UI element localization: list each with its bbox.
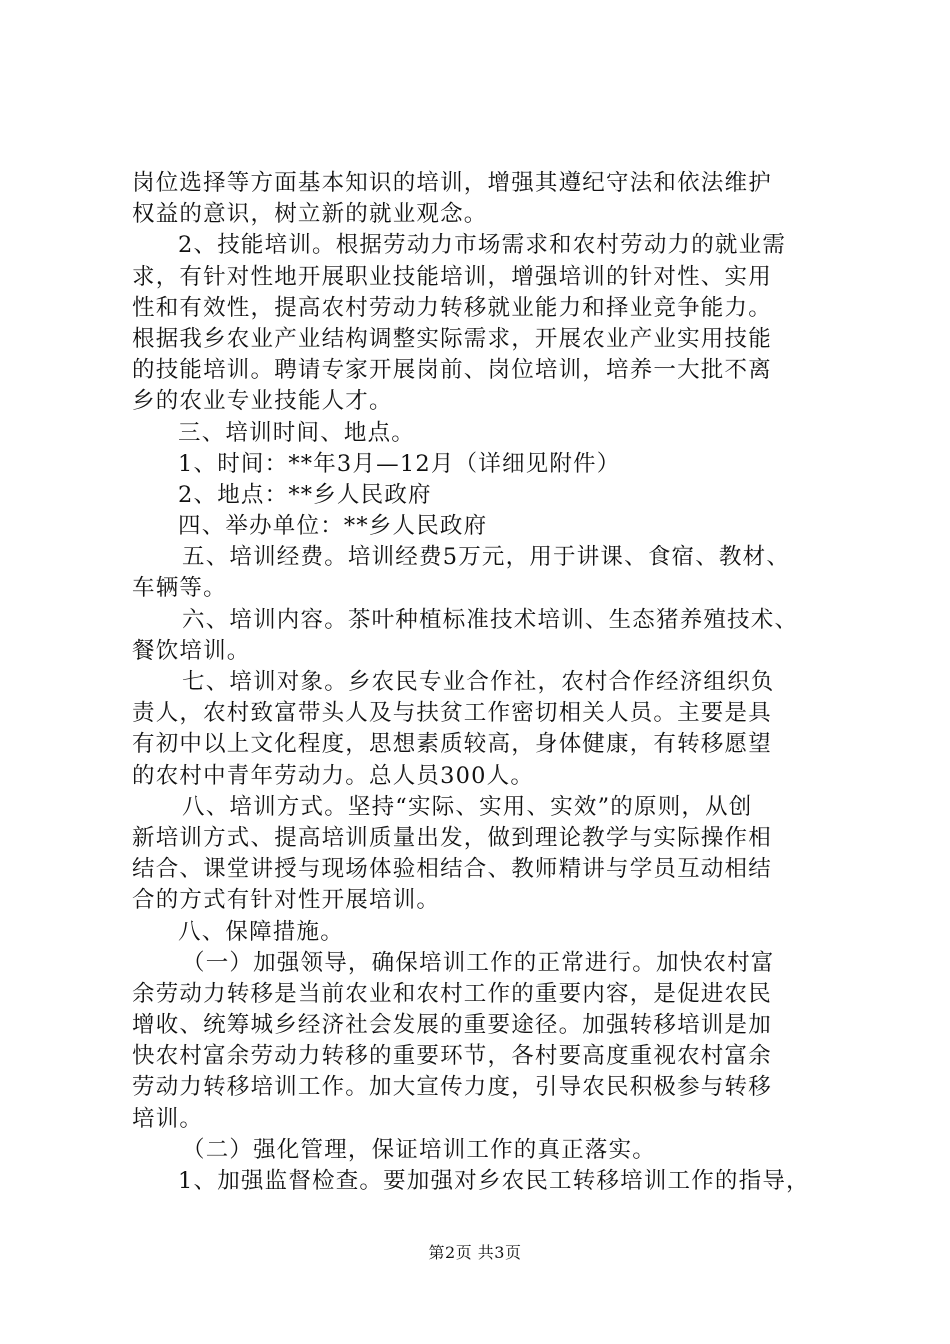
text-line: 权益的意识，树立新的就业观念。 [132,201,488,228]
text-line: 增收、统筹城乡经济社会发展的重要途径。加强转移培训是加 [132,1012,772,1039]
text-line: 劳动力转移培训工作。加大宣传力度，引导农民积极参与转移 [132,1074,772,1101]
text-line: 责人，农村致富带头人及与扶贫工作密切相关人员。主要是具 [132,700,772,727]
text-line: 快农村富余劳动力转移的重要环节，各村要高度重视农村富余 [132,1043,772,1070]
text-line: 六、培训内容。茶叶种植标准技术培训、生态猪养殖技术、 [182,606,799,633]
page-footer: 第2页 共3页 [428,1243,522,1262]
text-line: 的技能培训。聘请专家开展岗前、岗位培训，培养一大批不离 [132,357,772,384]
text-line: 的农村中青年劳动力。总人员300人。 [132,762,535,789]
text-line: 根据我乡农业产业结构调整实际需求，开展农业产业实用技能 [132,325,772,352]
text-line: （一）加强领导，确保培训工作的正常进行。加快农村富 [182,949,775,976]
text-line: 1、加强监督检查。要加强对乡农民工转移培训工作的指导， [178,1168,810,1194]
text-line: 岗位选择等方面基本知识的培训，增强其遵纪守法和依法维护 [132,170,772,196]
text-line: 2、地点：**乡人民政府 [178,481,432,508]
text-line: 合的方式有针对性开展培训。 [132,887,441,914]
text-line: 求，有针对性地开展职业技能培训，增强培训的针对性、实用 [132,263,772,290]
text-line: 性和有效性，提高农村劳动力转移就业能力和择业竞争能力。 [132,294,772,321]
text-line: 七、培训对象。乡农民专业合作社，农村合作经济组织负 [182,669,775,695]
text-line: 乡的农业专业技能人才。 [132,388,393,415]
section-heading: 三、培训时间、地点。 [178,419,416,446]
document-body [132,168,832,1197]
text-line: 2、技能培训。根据劳动力市场需求和农村劳动力的就业需 [178,232,787,259]
text-line: 八、培训方式。坚持“实际、实用、实效”的原则，从创 [182,793,753,820]
text-line: 新培训方式、提高培训质量出发，做到理论教学与实际操作相 [132,824,772,851]
text-line: 余劳动力转移是当前农业和农村工作的重要内容，是促进农民 [132,980,772,1007]
section-heading: 八、保障措施。 [178,918,344,945]
subsection-heading: （二）强化管理，保证培训工作的真正落实。 [182,1136,657,1163]
text-line: 1、时间：**年3月—12月（详细见附件） [178,450,621,477]
text-line: 结合、课堂讲授与现场体验相结合、教师精讲与学员互动相结 [132,856,772,883]
text-line: 培训。 [132,1105,204,1132]
text-line: 车辆等。 [132,575,227,602]
text-line: 餐饮培训。 [132,637,251,664]
text-line: 有初中以上文化程度，思想素质较高，身体健康，有转移愿望 [132,731,772,758]
section-heading: 四、举办单位：**乡人民政府 [178,513,488,540]
text-line: 五、培训经费。培训经费5万元，用于讲课、食宿、教材、 [182,544,791,571]
